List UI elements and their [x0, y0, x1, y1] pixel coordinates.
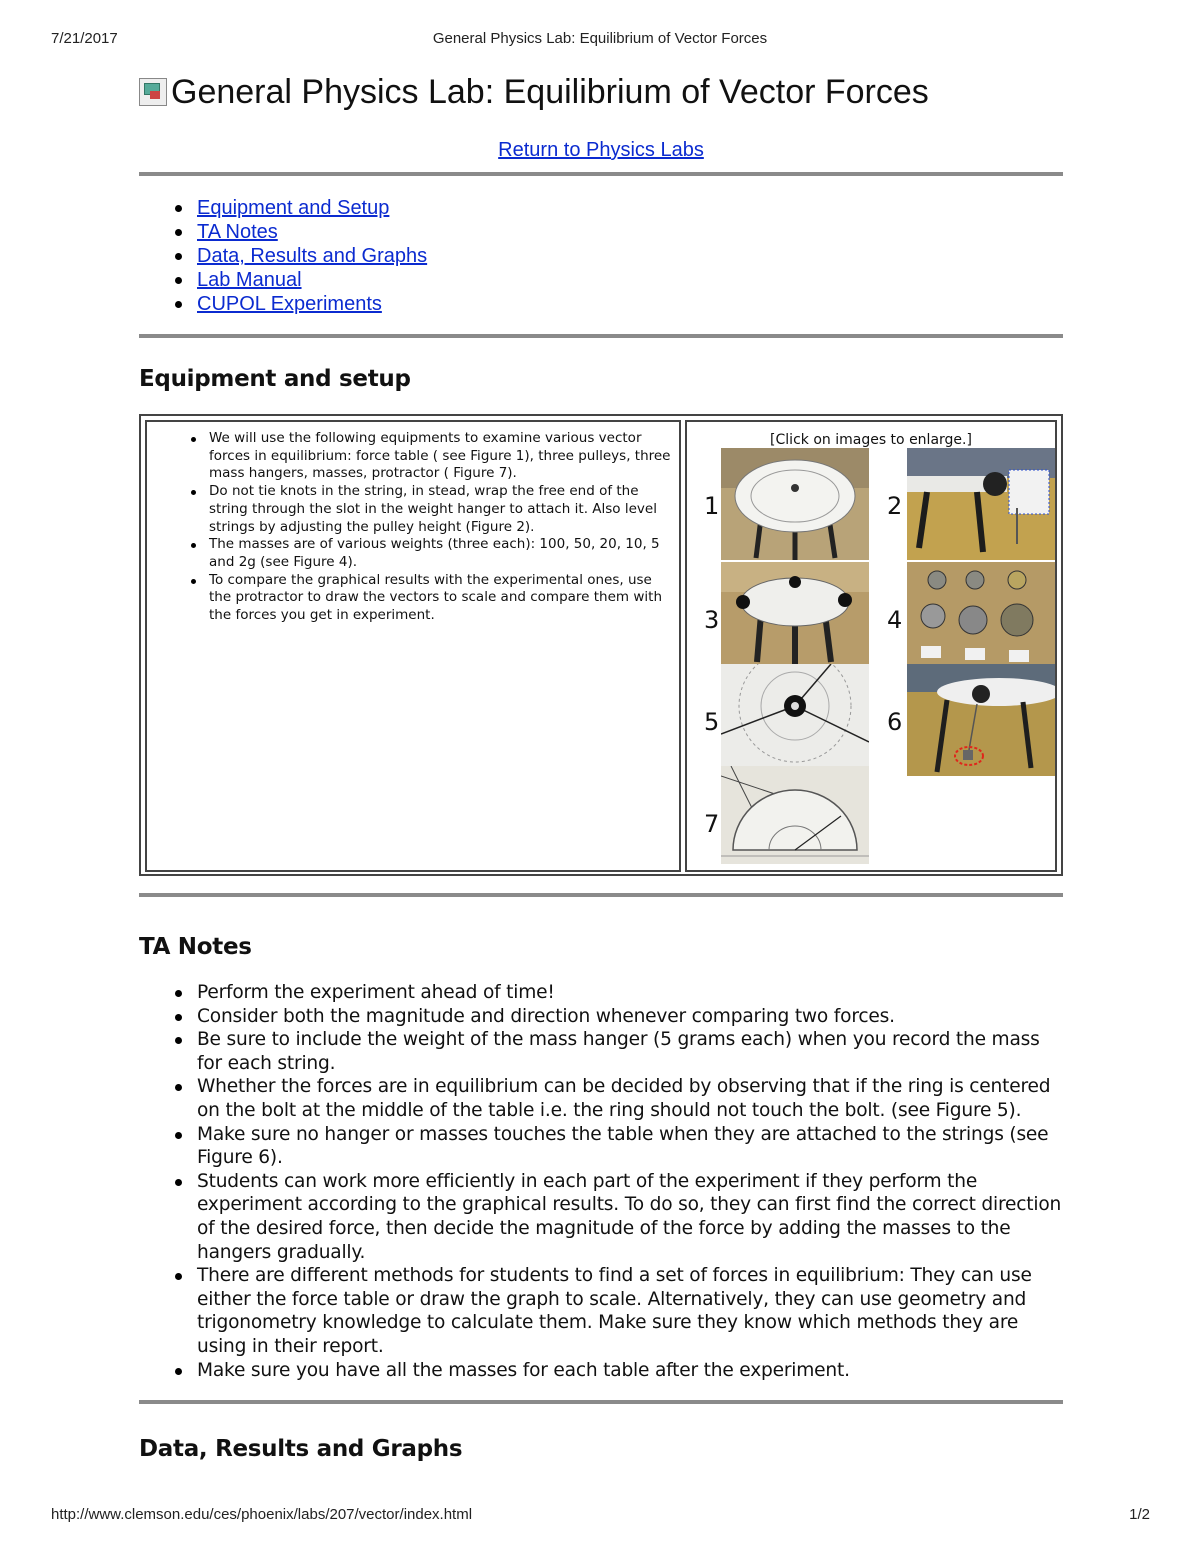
page-title [139, 70, 1063, 114]
toc-item [197, 244, 1063, 268]
print-page-number: 1/2 [1129, 1506, 1150, 1523]
equipment-images-cell [685, 420, 1057, 872]
ta-notes-heading: TA Notes [139, 934, 252, 960]
print-date: 7/21/2017 [51, 30, 118, 47]
toc-item [197, 196, 1063, 220]
toc-item [197, 292, 1063, 316]
toc-cupol-link[interactable]: CUPOL Experiments [197, 293, 382, 315]
divider [139, 893, 1063, 897]
figure-number: 1 [704, 492, 720, 520]
figure-number: 5 [704, 708, 720, 736]
equipment-list [147, 430, 679, 625]
ta-note-item: Make sure no hanger or masses touches the table when they are attached to the strings (see Figure 6). [197, 1123, 1063, 1170]
ta-notes-list [139, 981, 1063, 1382]
figure-number: 2 [887, 492, 903, 520]
toc-data-link[interactable]: Data, Results and Graphs [197, 245, 428, 267]
images-caption: [Click on images to enlarge.] [770, 432, 972, 448]
page-title-text: General Physics Lab: Equilibrium of Vector Forces [171, 73, 929, 111]
equipment-table [139, 414, 1063, 876]
table-of-contents [139, 196, 1063, 316]
ta-note-item: Consider both the magnitude and direction whenever comparing two forces. [197, 1005, 1063, 1029]
toc-item [197, 268, 1063, 292]
equipment-heading: Equipment and setup [139, 366, 411, 392]
figure-5-photo[interactable] [721, 664, 869, 776]
toc-ta-notes-link[interactable]: TA Notes [197, 221, 278, 243]
print-title: General Physics Lab: Equilibrium of Vector Forces [432, 30, 768, 47]
ta-note-item: Perform the experiment ahead of time! [197, 981, 1063, 1005]
ta-note-item: Students can work more efficiently in each part of the experiment if they perform the experiment according to the graphical results. To do so, they can first find the correct direction of the desired force, then decide the magnitude of the force by adding the masses to the hangers gradually. [197, 1170, 1062, 1263]
figure-2-photo[interactable] [907, 448, 1055, 560]
equipment-text-cell [145, 420, 681, 872]
divider [139, 172, 1063, 176]
figure-7-photo[interactable] [721, 766, 869, 864]
figure-6-photo[interactable] [907, 664, 1055, 776]
figure-number: 6 [887, 708, 903, 736]
return-link-row [139, 139, 1063, 162]
figure-3-photo[interactable] [721, 562, 869, 674]
equipment-item: Do not tie knots in the string, in stead, wrap the free end of the string through the slot in the weight hanger to attach it. Also level strings by adjusting the pulley height (Figure 2). [209, 483, 671, 536]
toc-equipment-link[interactable]: Equipment and Setup [197, 197, 390, 219]
ta-note-item: Whether the forces are in equilibrium can be decided by observing that if the ring is centered on the bolt at the middle of the table i.e. the ring should not touch the bolt. (see Figure 5). [197, 1075, 1063, 1122]
return-to-physics-labs-link[interactable]: Return to Physics Labs [498, 139, 704, 161]
print-url: http://www.clemson.edu/ces/phoenix/labs/207/vector/index.html [51, 1506, 473, 1523]
data-results-heading: Data, Results and Graphs [139, 1436, 463, 1462]
ta-note-item: There are different methods for students to find a set of forces in equilibrium: They can use either the force table or draw the graph to scale. Alternatively, they can use geometry and trigonometry knowledge to calculate them. Make sure they know which methods they are using in their report. [197, 1264, 1063, 1358]
toc-item [197, 220, 1063, 244]
divider [139, 334, 1063, 338]
figure-1-photo[interactable] [721, 448, 869, 560]
equipment-item: The masses are of various weights (three each): 100, 50, 20, 10, 5 and 2g (see Figure 4). [209, 536, 671, 571]
divider [139, 1400, 1063, 1404]
equipment-item: To compare the graphical results with the experimental ones, use the protractor to draw the vectors to scale and compare them with the forces you get in experiment. [209, 572, 671, 625]
broken-image-icon [139, 78, 167, 106]
page-content [139, 70, 1063, 1462]
toc-lab-manual-link[interactable]: Lab Manual [197, 269, 302, 291]
ta-note-item: Be sure to include the weight of the mass hanger (5 grams each) when you record the mass for each string. [197, 1028, 1063, 1075]
figure-4-photo[interactable] [907, 562, 1055, 674]
equipment-item: We will use the following equipments to examine various vector forces in equilibrium: force table ( see Figure 1), three pulleys, three mass hangers, masses, protractor ( Figure 7). [209, 430, 671, 482]
figure-number: 4 [887, 606, 903, 634]
ta-note-item: Make sure you have all the masses for each table after the experiment. [197, 1359, 1063, 1383]
figure-number: 7 [704, 810, 720, 838]
figure-number: 3 [704, 606, 720, 634]
